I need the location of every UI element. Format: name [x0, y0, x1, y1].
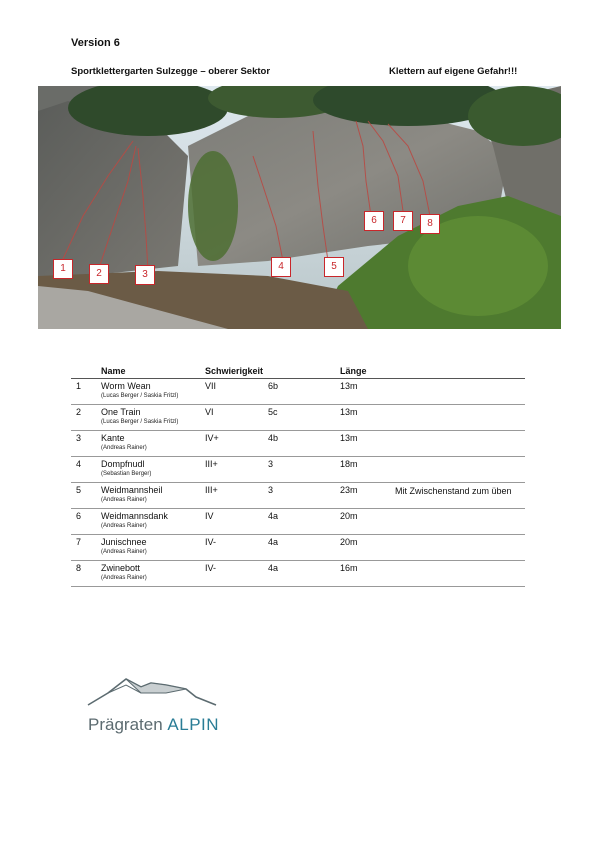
table-row — [71, 560, 525, 586]
route-note — [395, 404, 525, 430]
table-row — [71, 430, 525, 456]
table-row — [71, 508, 525, 534]
route-number: 1 — [71, 378, 101, 404]
route-length: 13m — [340, 378, 395, 404]
route-marker-6: 6 — [364, 211, 384, 231]
header-number — [71, 364, 101, 378]
route-uiaa: IV+ — [205, 430, 268, 456]
table-header-row — [71, 364, 525, 378]
route-number: 7 — [71, 534, 101, 560]
route-note — [395, 430, 525, 456]
route-marker-5: 5 — [324, 257, 344, 277]
route-french: 6b — [268, 378, 340, 404]
route-number: 3 — [71, 430, 101, 456]
route-note — [395, 508, 525, 534]
header-difficulty: Schwierigkeit — [205, 364, 268, 378]
route-marker-4: 4 — [271, 257, 291, 277]
route-name-cell — [101, 430, 205, 456]
route-name-cell — [101, 456, 205, 482]
route-name: One Train — [101, 406, 141, 417]
table-row — [71, 482, 525, 508]
route-number: 2 — [71, 404, 101, 430]
route-uiaa: III+ — [205, 456, 268, 482]
logo-text-main: Prägraten — [88, 715, 163, 734]
route-author: (Andreas Rainer) — [101, 574, 147, 581]
route-number: 4 — [71, 456, 101, 482]
header-note — [395, 364, 525, 378]
table-row — [71, 378, 525, 404]
route-note: Mit Zwischenstand zum üben — [395, 482, 525, 508]
bush-center — [188, 151, 238, 261]
route-uiaa: IV- — [205, 534, 268, 560]
route-french: 3 — [268, 456, 340, 482]
crag-photo — [38, 86, 561, 329]
route-author: (Andreas Rainer) — [101, 548, 147, 555]
route-french: 3 — [268, 482, 340, 508]
route-name: Kante — [101, 432, 125, 443]
route-number: 8 — [71, 560, 101, 586]
warning-text: Klettern auf eigene Gefahr!!! — [389, 66, 518, 77]
route-name: Weidmannsheil — [101, 484, 163, 495]
route-number: 6 — [71, 508, 101, 534]
route-name-cell — [101, 404, 205, 430]
table-row — [71, 404, 525, 430]
route-note — [395, 560, 525, 586]
route-name-cell — [101, 482, 205, 508]
route-uiaa: IV- — [205, 560, 268, 586]
route-marker-8: 8 — [420, 214, 440, 234]
header-french — [268, 364, 340, 378]
route-name: Worm Wean — [101, 380, 151, 391]
route-french: 4a — [268, 534, 340, 560]
route-length: 18m — [340, 456, 395, 482]
route-author: (Andreas Rainer) — [101, 522, 147, 529]
crag-illustration — [38, 86, 561, 329]
route-french: 4b — [268, 430, 340, 456]
route-name: Weidmannsdank — [101, 510, 168, 521]
route-author: (Andreas Rainer) — [101, 496, 147, 503]
route-length: 16m — [340, 560, 395, 586]
route-author: (Andreas Rainer) — [101, 444, 147, 451]
route-name-cell — [101, 378, 205, 404]
route-marker-7: 7 — [393, 211, 413, 231]
route-uiaa: III+ — [205, 482, 268, 508]
route-uiaa: VI — [205, 404, 268, 430]
route-name-cell — [101, 560, 205, 586]
route-name: Dompfnudl — [101, 458, 145, 469]
pragraten-alpin-logo — [86, 675, 226, 745]
route-length: 20m — [340, 508, 395, 534]
route-length: 23m — [340, 482, 395, 508]
route-marker-2: 2 — [89, 264, 109, 284]
route-length: 13m — [340, 430, 395, 456]
route-name: Zwinebott — [101, 562, 141, 573]
route-name-cell — [101, 534, 205, 560]
route-note — [395, 456, 525, 482]
route-number: 5 — [71, 482, 101, 508]
table-row — [71, 534, 525, 560]
document-subtitle: Sportklettergarten Sulzegge – oberer Sektor — [71, 66, 271, 77]
route-author: (Sebastian Berger) — [101, 470, 152, 477]
route-name-cell — [101, 508, 205, 534]
route-marker-3: 3 — [135, 265, 155, 285]
version-label: Version 6 — [71, 37, 120, 49]
table-row — [71, 456, 525, 482]
route-french: 4a — [268, 508, 340, 534]
route-french: 5c — [268, 404, 340, 430]
mountain-icon — [86, 675, 226, 715]
route-uiaa: IV — [205, 508, 268, 534]
route-length: 20m — [340, 534, 395, 560]
route-author: (Lucas Berger / Saskia Fritzl) — [101, 392, 179, 399]
route-note — [395, 378, 525, 404]
route-marker-1: 1 — [53, 259, 73, 279]
logo-wordmark — [88, 715, 219, 735]
route-french: 4a — [268, 560, 340, 586]
logo-text-accent: ALPIN — [167, 715, 220, 734]
route-uiaa: VII — [205, 378, 268, 404]
route-name: Junischnee — [101, 536, 147, 547]
route-note — [395, 534, 525, 560]
header-length: Länge — [340, 364, 395, 378]
route-length: 13m — [340, 404, 395, 430]
routes-table — [71, 364, 525, 587]
header-name: Name — [101, 364, 205, 378]
route-author: (Lucas Berger / Saskia Fritzl) — [101, 418, 179, 425]
